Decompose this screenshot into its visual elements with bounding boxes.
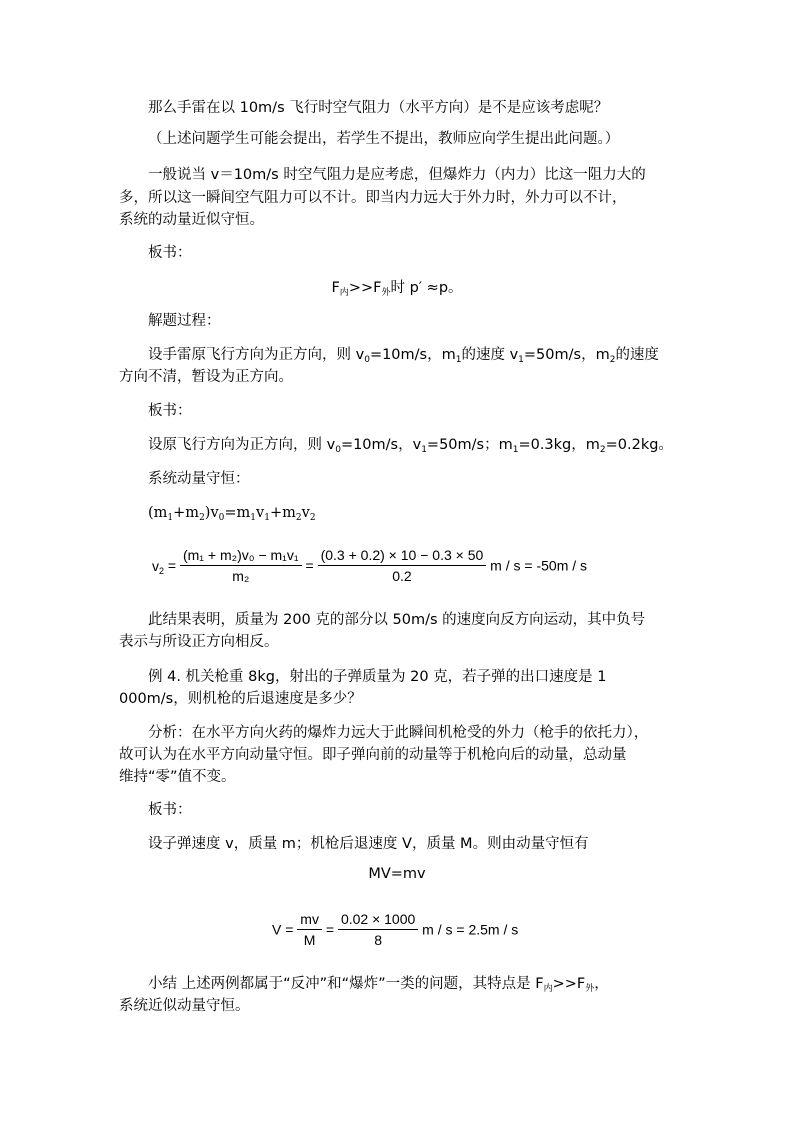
text-line: 那么手雷在以 10m/s 飞行时空气阻力（水平方向）是不是应该考虑呢？ <box>148 100 609 116</box>
text-line: 设原飞行方向为正方向，则 $v_0=10m/s$，$v_1=50m/s$；$m_1=0.3kg$，$m_2=0.2kg$。 <box>148 437 673 455</box>
text-line: 表示与所设正方向相反。 <box>119 634 279 650</box>
text-line: 一般说当 v＝10m/s 时空气阻力是应考虑，但爆炸力（内力）比这一阻力大的 <box>148 167 646 183</box>
formula-mv: MV=mv <box>368 866 426 882</box>
board-label: 板书： <box>148 245 192 261</box>
equation-v2: $v_2$ = $\frac{\text{(m₁ + m₂)v₀ − m₁v₁}}{\text{m₂}}$ = $\frac{(0.3 + 0.2) \times 10 - 0.3 \times 50}{0.2}$ m / s = -50m / s <box>152 547 588 584</box>
formula-internal-force: $F_内>>F_外$时 p′ ≈p。 <box>331 280 463 298</box>
board-label: 板书： <box>148 802 192 818</box>
board-label: 板书： <box>148 403 192 419</box>
text-line: 多，所以这一瞬间空气阻力可以不计。即当内力远大于外力时，外力可以不计， <box>119 190 627 206</box>
text-line: 000m/s，则机枪的后退速度是多少？ <box>119 691 362 707</box>
text-line: 解题过程： <box>148 313 221 329</box>
text-line: 系统动量守恒： <box>148 471 250 487</box>
text-line: 维持“零”值不变。 <box>119 769 236 785</box>
text-line: 设子弹速度 v，质量 m；机枪后退速度 V，质量 M。则由动量守恒有 <box>148 836 589 852</box>
text-line: （上述问题学生可能会提出，若学生不提出，教师应向学生提出此问题。） <box>148 131 620 147</box>
text-line: 故可认为在水平方向动量守恒。即子弹向前的动量等于机枪向后的动量，总动量 <box>119 747 627 763</box>
fraction: $\frac{(0.3 + 0.2) \times 10 - 0.3 \times 50}{0.2}$ <box>318 545 487 586</box>
text-line: 分析：在水平方向火药的爆炸力远大于此瞬间机枪受的外力（枪手的依托力）， <box>148 725 649 741</box>
equation-V: V = $\frac{mv}{M}$ = $\frac{0.02 \times 1000}{8}$ m / s = 2.5m / s <box>272 911 519 948</box>
fraction: $\frac{0.02 \times 1000}{8}$ <box>338 909 418 950</box>
text-line: 例 4. 机关枪重 8kg，射出的子弹质量为 20 克，若子弹的出口速度是 1 <box>148 669 607 685</box>
text-line: 系统的动量近似守恒。 <box>119 212 264 228</box>
text-line: 方向不清，暂设为正方向。 <box>119 369 293 385</box>
fraction: $\frac{mv}{M}$ <box>297 909 322 950</box>
text-line: 此结果表明，质量为 200 克的部分以 50m/s 的速度向反方向运动，其中负号 <box>148 612 646 628</box>
text-line: 系统近似动量守恒。 <box>119 998 250 1014</box>
fraction: $\frac{\text{(m₁ + m₂)v₀ − m₁v₁}}{\text{m₂}}$ <box>180 545 302 586</box>
text-line: 小结 上述两例都属于“反冲”和“爆炸”一类的问题，其特点是 $F_内>>F_外$， <box>148 976 609 994</box>
formula-momentum: $(m_1+m_2)v_0=m_1v_1+m_2v_2$ <box>148 505 316 523</box>
text-line: 设手雷原飞行方向为正方向，则 $v_0=10m/s$，$m_1$的速度 $v_1=50m/s$，$m_2$的速度 <box>148 347 659 365</box>
